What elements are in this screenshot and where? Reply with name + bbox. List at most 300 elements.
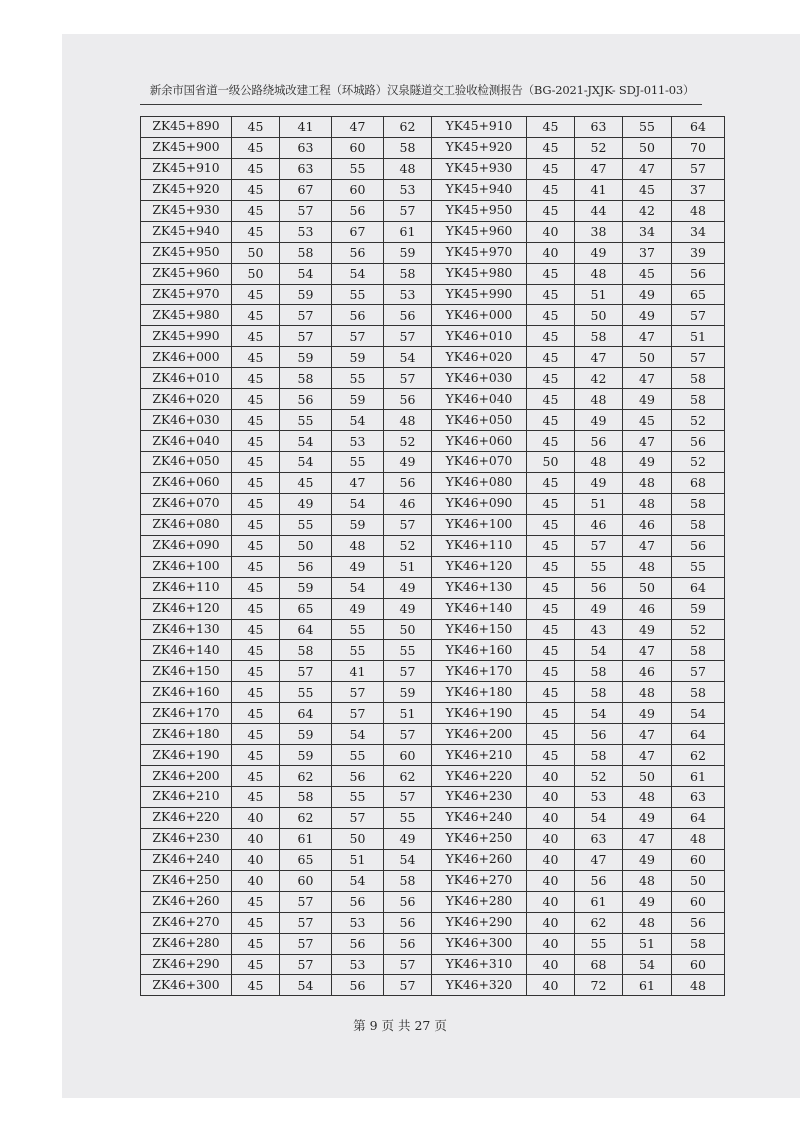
table-cell-right-value-3: 65 — [672, 284, 725, 305]
table-cell-right-value-3: 58 — [672, 368, 725, 389]
table-cell-left-design-value: 45 — [232, 493, 280, 514]
table-cell-right-design-value: 45 — [527, 619, 575, 640]
table-cell-left-value-2: 54 — [332, 870, 384, 891]
table-cell-right-value-1: 63 — [575, 828, 623, 849]
table-cell-left-station: ZK46+210 — [141, 787, 232, 808]
table-cell-left-value-2: 59 — [332, 389, 384, 410]
table-cell-right-value-1: 58 — [575, 682, 623, 703]
table-cell-right-value-2: 47 — [623, 431, 672, 452]
table-cell-right-value-2: 49 — [623, 389, 672, 410]
table-cell-right-value-3: 70 — [672, 137, 725, 158]
table-cell-left-value-1: 57 — [280, 661, 332, 682]
table-cell-left-station: ZK45+910 — [141, 158, 232, 179]
table-cell-right-value-3: 62 — [672, 745, 725, 766]
table-cell-right-station: YK46+120 — [432, 556, 527, 577]
table-cell-left-station: ZK45+970 — [141, 284, 232, 305]
table-cell-left-design-value: 40 — [232, 870, 280, 891]
table-row — [141, 766, 725, 787]
table-cell-right-station: YK46+150 — [432, 619, 527, 640]
table-cell-left-value-3: 58 — [384, 870, 432, 891]
table-cell-left-value-3: 57 — [384, 368, 432, 389]
page-number: 第 9 页 共 27 页 — [353, 1018, 447, 1033]
table-cell-right-station: YK46+070 — [432, 452, 527, 473]
table-row — [141, 410, 725, 431]
table-cell-right-value-2: 48 — [623, 870, 672, 891]
table-cell-left-station: ZK46+270 — [141, 912, 232, 933]
table-cell-left-design-value: 45 — [232, 933, 280, 954]
table-cell-left-station: ZK46+110 — [141, 577, 232, 598]
table-cell-right-station: YK46+290 — [432, 912, 527, 933]
table-cell-right-station: YK45+960 — [432, 221, 527, 242]
table-cell-left-station: ZK46+180 — [141, 724, 232, 745]
table-cell-left-design-value: 45 — [232, 179, 280, 200]
table-cell-right-station: YK46+060 — [432, 431, 527, 452]
table-cell-right-design-value: 45 — [527, 493, 575, 514]
table-cell-right-value-1: 49 — [575, 410, 623, 431]
table-cell-left-value-3: 51 — [384, 703, 432, 724]
table-cell-right-value-2: 50 — [623, 766, 672, 787]
table-cell-left-value-1: 59 — [280, 347, 332, 368]
table-cell-right-value-2: 45 — [623, 179, 672, 200]
table-cell-left-design-value: 45 — [232, 117, 280, 138]
table-cell-left-value-3: 55 — [384, 640, 432, 661]
table-cell-right-value-2: 47 — [623, 828, 672, 849]
table-row — [141, 263, 725, 284]
table-cell-right-value-2: 49 — [623, 284, 672, 305]
table-cell-left-design-value: 45 — [232, 787, 280, 808]
table-cell-left-value-3: 57 — [384, 787, 432, 808]
table-cell-right-value-3: 59 — [672, 598, 725, 619]
table-cell-left-value-2: 56 — [332, 975, 384, 996]
table-cell-left-station: ZK46+260 — [141, 891, 232, 912]
table-cell-left-value-1: 59 — [280, 577, 332, 598]
table-cell-left-value-3: 53 — [384, 284, 432, 305]
table-cell-right-value-1: 56 — [575, 870, 623, 891]
table-row — [141, 284, 725, 305]
table-cell-left-station: ZK46+090 — [141, 535, 232, 556]
table-cell-right-station: YK45+950 — [432, 200, 527, 221]
table-cell-right-value-2: 54 — [623, 954, 672, 975]
table-cell-left-value-3: 57 — [384, 514, 432, 535]
table-cell-left-value-1: 57 — [280, 912, 332, 933]
table-cell-left-value-2: 56 — [332, 933, 384, 954]
table-cell-right-station: YK45+930 — [432, 158, 527, 179]
table-row — [141, 640, 725, 661]
table-cell-left-design-value: 45 — [232, 284, 280, 305]
table-cell-left-station: ZK45+920 — [141, 179, 232, 200]
table-cell-right-design-value: 45 — [527, 472, 575, 493]
table-cell-left-value-3: 62 — [384, 117, 432, 138]
table-cell-right-station: YK46+020 — [432, 347, 527, 368]
table-row — [141, 828, 725, 849]
table-cell-left-design-value: 45 — [232, 912, 280, 933]
table-cell-right-value-1: 55 — [575, 556, 623, 577]
table-cell-right-value-2: 49 — [623, 619, 672, 640]
table-cell-right-value-2: 48 — [623, 682, 672, 703]
table-cell-left-value-3: 57 — [384, 954, 432, 975]
table-cell-left-value-3: 49 — [384, 598, 432, 619]
table-cell-right-value-3: 61 — [672, 766, 725, 787]
table-cell-right-value-2: 49 — [623, 452, 672, 473]
table-cell-right-value-2: 47 — [623, 158, 672, 179]
table-cell-right-value-1: 49 — [575, 242, 623, 263]
table-cell-right-value-3: 58 — [672, 682, 725, 703]
table-cell-right-design-value: 45 — [527, 556, 575, 577]
table-cell-left-value-3: 48 — [384, 410, 432, 431]
table-cell-right-value-1: 50 — [575, 305, 623, 326]
table-cell-left-value-3: 51 — [384, 556, 432, 577]
table-cell-right-value-3: 57 — [672, 661, 725, 682]
table-cell-left-value-3: 54 — [384, 849, 432, 870]
table-cell-right-design-value: 45 — [527, 640, 575, 661]
table-cell-left-value-2: 56 — [332, 305, 384, 326]
table-cell-right-value-3: 57 — [672, 305, 725, 326]
table-cell-left-station: ZK45+950 — [141, 242, 232, 263]
table-cell-left-value-3: 57 — [384, 326, 432, 347]
table-cell-right-station: YK46+180 — [432, 682, 527, 703]
table-cell-left-value-3: 62 — [384, 766, 432, 787]
table-row — [141, 117, 725, 138]
table-cell-right-value-2: 46 — [623, 661, 672, 682]
table-cell-left-station: ZK46+250 — [141, 870, 232, 891]
table-cell-right-station: YK45+970 — [432, 242, 527, 263]
table-cell-left-value-1: 55 — [280, 514, 332, 535]
table-cell-right-station: YK46+090 — [432, 493, 527, 514]
table-cell-right-value-3: 64 — [672, 807, 725, 828]
table-cell-left-value-1: 59 — [280, 745, 332, 766]
table-cell-left-value-2: 55 — [332, 619, 384, 640]
table-cell-right-station: YK46+110 — [432, 535, 527, 556]
table-row — [141, 535, 725, 556]
table-cell-right-value-1: 47 — [575, 347, 623, 368]
table-cell-right-value-1: 48 — [575, 389, 623, 410]
table-cell-right-value-2: 47 — [623, 535, 672, 556]
table-cell-right-design-value: 40 — [527, 828, 575, 849]
table-cell-left-value-2: 67 — [332, 221, 384, 242]
table-cell-right-value-1: 38 — [575, 221, 623, 242]
table-row — [141, 556, 725, 577]
table-cell-left-design-value: 40 — [232, 849, 280, 870]
table-cell-left-value-2: 53 — [332, 954, 384, 975]
table-cell-left-design-value: 45 — [232, 452, 280, 473]
table-cell-right-station: YK46+280 — [432, 891, 527, 912]
table-cell-left-value-1: 65 — [280, 849, 332, 870]
table-cell-right-station: YK46+040 — [432, 389, 527, 410]
table-cell-right-value-1: 56 — [575, 724, 623, 745]
table-cell-left-value-3: 55 — [384, 807, 432, 828]
table-cell-left-value-1: 49 — [280, 493, 332, 514]
table-cell-left-value-1: 55 — [280, 410, 332, 431]
table-cell-left-station: ZK46+050 — [141, 452, 232, 473]
table-cell-left-value-1: 62 — [280, 807, 332, 828]
table-cell-left-value-2: 57 — [332, 682, 384, 703]
table-cell-right-value-2: 49 — [623, 305, 672, 326]
table-cell-left-value-1: 57 — [280, 933, 332, 954]
table-cell-right-design-value: 40 — [527, 975, 575, 996]
table-cell-right-value-1: 54 — [575, 703, 623, 724]
table-cell-left-value-1: 45 — [280, 472, 332, 493]
table-cell-left-value-3: 53 — [384, 179, 432, 200]
table-cell-right-value-2: 49 — [623, 807, 672, 828]
table-cell-right-design-value: 40 — [527, 891, 575, 912]
table-cell-right-design-value: 40 — [527, 787, 575, 808]
table-row — [141, 912, 725, 933]
table-body — [141, 117, 725, 996]
table-cell-right-value-1: 68 — [575, 954, 623, 975]
table-cell-right-design-value: 40 — [527, 912, 575, 933]
table-row — [141, 975, 725, 996]
table-cell-right-value-3: 68 — [672, 472, 725, 493]
table-cell-left-station: ZK46+290 — [141, 954, 232, 975]
table-cell-right-value-2: 50 — [623, 577, 672, 598]
table-cell-right-value-3: 51 — [672, 326, 725, 347]
table-cell-left-design-value: 45 — [232, 200, 280, 221]
table-cell-left-value-3: 57 — [384, 724, 432, 745]
table-cell-left-station: ZK46+190 — [141, 745, 232, 766]
table-cell-left-design-value: 45 — [232, 682, 280, 703]
table-cell-left-design-value: 40 — [232, 828, 280, 849]
table-cell-right-design-value: 45 — [527, 158, 575, 179]
table-cell-left-station: ZK46+060 — [141, 472, 232, 493]
table-cell-right-design-value: 40 — [527, 849, 575, 870]
table-cell-right-value-2: 49 — [623, 703, 672, 724]
table-cell-right-station: YK46+230 — [432, 787, 527, 808]
table-cell-right-station: YK46+220 — [432, 766, 527, 787]
table-cell-left-value-2: 48 — [332, 535, 384, 556]
table-row — [141, 158, 725, 179]
table-cell-right-value-1: 62 — [575, 912, 623, 933]
table-cell-right-value-2: 61 — [623, 975, 672, 996]
table-cell-right-value-1: 52 — [575, 137, 623, 158]
table-cell-left-design-value: 45 — [232, 954, 280, 975]
table-cell-right-value-1: 55 — [575, 933, 623, 954]
table-cell-left-design-value: 45 — [232, 556, 280, 577]
table-row — [141, 954, 725, 975]
table-cell-right-value-1: 48 — [575, 452, 623, 473]
table-row — [141, 472, 725, 493]
table-cell-left-value-1: 53 — [280, 221, 332, 242]
table-cell-left-value-2: 47 — [332, 472, 384, 493]
table-cell-left-value-3: 49 — [384, 577, 432, 598]
table-cell-left-value-2: 54 — [332, 410, 384, 431]
table-cell-right-value-3: 52 — [672, 452, 725, 473]
table-cell-left-design-value: 45 — [232, 514, 280, 535]
table-cell-left-design-value: 40 — [232, 807, 280, 828]
table-cell-right-value-3: 52 — [672, 619, 725, 640]
table-cell-left-value-2: 55 — [332, 787, 384, 808]
table-cell-right-value-3: 56 — [672, 912, 725, 933]
table-cell-right-design-value: 45 — [527, 745, 575, 766]
table-cell-left-value-1: 58 — [280, 787, 332, 808]
table-cell-right-design-value: 45 — [527, 389, 575, 410]
table-cell-left-design-value: 45 — [232, 766, 280, 787]
table-cell-right-design-value: 45 — [527, 661, 575, 682]
table-cell-left-value-2: 55 — [332, 368, 384, 389]
table-cell-left-design-value: 45 — [232, 305, 280, 326]
table-cell-left-station: ZK46+000 — [141, 347, 232, 368]
table-row — [141, 745, 725, 766]
table-cell-right-value-1: 54 — [575, 807, 623, 828]
table-cell-right-value-1: 52 — [575, 766, 623, 787]
table-cell-left-value-3: 59 — [384, 682, 432, 703]
table-cell-right-value-3: 57 — [672, 158, 725, 179]
table-cell-left-value-3: 56 — [384, 891, 432, 912]
table-cell-right-value-1: 46 — [575, 514, 623, 535]
table-cell-right-station: YK46+270 — [432, 870, 527, 891]
table-cell-right-value-2: 34 — [623, 221, 672, 242]
table-cell-right-design-value: 45 — [527, 703, 575, 724]
table-row — [141, 242, 725, 263]
table-cell-left-value-1: 59 — [280, 284, 332, 305]
table-cell-right-value-2: 47 — [623, 326, 672, 347]
table-row — [141, 682, 725, 703]
table-cell-left-value-2: 55 — [332, 284, 384, 305]
table-cell-left-station: ZK45+890 — [141, 117, 232, 138]
table-row — [141, 514, 725, 535]
table-row — [141, 577, 725, 598]
table-cell-right-value-3: 55 — [672, 556, 725, 577]
table-cell-left-design-value: 45 — [232, 577, 280, 598]
table-cell-right-value-1: 41 — [575, 179, 623, 200]
table-cell-left-design-value: 45 — [232, 598, 280, 619]
table-cell-left-value-1: 56 — [280, 389, 332, 410]
table-cell-right-value-2: 48 — [623, 472, 672, 493]
table-cell-right-design-value: 45 — [527, 326, 575, 347]
table-cell-left-value-2: 59 — [332, 514, 384, 535]
table-cell-left-value-3: 52 — [384, 431, 432, 452]
table-cell-right-value-2: 37 — [623, 242, 672, 263]
table-cell-left-value-1: 63 — [280, 158, 332, 179]
table-cell-left-station: ZK45+930 — [141, 200, 232, 221]
table-cell-left-value-1: 67 — [280, 179, 332, 200]
table-cell-right-design-value: 45 — [527, 284, 575, 305]
table-cell-left-value-1: 60 — [280, 870, 332, 891]
table-cell-right-design-value: 45 — [527, 137, 575, 158]
table-cell-left-value-1: 61 — [280, 828, 332, 849]
table-cell-left-station: ZK46+160 — [141, 682, 232, 703]
table-cell-left-design-value: 45 — [232, 347, 280, 368]
table-cell-left-value-3: 58 — [384, 137, 432, 158]
table-cell-left-value-3: 54 — [384, 347, 432, 368]
table-cell-right-station: YK45+990 — [432, 284, 527, 305]
table-cell-left-design-value: 50 — [232, 263, 280, 284]
table-cell-left-value-1: 54 — [280, 452, 332, 473]
header-divider — [140, 104, 702, 105]
table-row — [141, 891, 725, 912]
table-cell-left-value-1: 50 — [280, 535, 332, 556]
table-cell-left-value-2: 54 — [332, 493, 384, 514]
table-cell-right-value-2: 46 — [623, 598, 672, 619]
table-cell-left-value-2: 55 — [332, 640, 384, 661]
table-row — [141, 452, 725, 473]
table-cell-right-value-3: 50 — [672, 870, 725, 891]
table-cell-left-station: ZK46+010 — [141, 368, 232, 389]
table-row — [141, 619, 725, 640]
table-cell-left-value-3: 56 — [384, 933, 432, 954]
table-cell-left-station: ZK45+990 — [141, 326, 232, 347]
table-row — [141, 200, 725, 221]
table-cell-right-design-value: 40 — [527, 766, 575, 787]
table-cell-left-value-3: 56 — [384, 472, 432, 493]
table-cell-left-design-value: 45 — [232, 472, 280, 493]
table-cell-right-value-3: 54 — [672, 703, 725, 724]
table-cell-right-value-3: 57 — [672, 347, 725, 368]
table-row — [141, 661, 725, 682]
table-cell-right-value-2: 50 — [623, 137, 672, 158]
table-cell-right-station: YK46+170 — [432, 661, 527, 682]
table-cell-left-value-1: 64 — [280, 619, 332, 640]
table-cell-right-value-3: 60 — [672, 849, 725, 870]
table-cell-left-value-2: 59 — [332, 347, 384, 368]
table-cell-right-value-3: 56 — [672, 535, 725, 556]
table-cell-right-value-1: 49 — [575, 472, 623, 493]
table-cell-left-value-3: 57 — [384, 200, 432, 221]
table-cell-left-value-1: 54 — [280, 975, 332, 996]
table-cell-right-design-value: 45 — [527, 263, 575, 284]
table-cell-right-station: YK46+030 — [432, 368, 527, 389]
table-cell-left-value-1: 54 — [280, 263, 332, 284]
table-cell-left-value-1: 57 — [280, 305, 332, 326]
table-cell-left-value-1: 63 — [280, 137, 332, 158]
table-cell-right-station: YK46+080 — [432, 472, 527, 493]
table-cell-left-station: ZK46+120 — [141, 598, 232, 619]
table-cell-right-value-3: 48 — [672, 828, 725, 849]
table-cell-left-value-1: 64 — [280, 703, 332, 724]
table-cell-right-value-3: 64 — [672, 117, 725, 138]
table-cell-right-value-3: 58 — [672, 640, 725, 661]
table-cell-left-value-2: 53 — [332, 912, 384, 933]
table-cell-left-value-2: 51 — [332, 849, 384, 870]
table-cell-right-value-2: 47 — [623, 368, 672, 389]
table-cell-left-design-value: 45 — [232, 703, 280, 724]
table-cell-left-design-value: 45 — [232, 975, 280, 996]
table-cell-left-design-value: 50 — [232, 242, 280, 263]
table-row — [141, 179, 725, 200]
table-cell-right-design-value: 45 — [527, 117, 575, 138]
table-cell-right-design-value: 50 — [527, 452, 575, 473]
table-cell-right-design-value: 40 — [527, 933, 575, 954]
table-cell-right-station: YK45+980 — [432, 263, 527, 284]
table-cell-right-design-value: 45 — [527, 347, 575, 368]
table-cell-right-design-value: 40 — [527, 221, 575, 242]
table-cell-right-value-3: 60 — [672, 891, 725, 912]
table-cell-left-station: ZK46+150 — [141, 661, 232, 682]
table-cell-right-value-2: 51 — [623, 933, 672, 954]
table-row — [141, 305, 725, 326]
table-cell-left-station: ZK45+940 — [141, 221, 232, 242]
table-cell-left-value-2: 41 — [332, 661, 384, 682]
table-cell-left-station: ZK45+960 — [141, 263, 232, 284]
table-cell-right-value-1: 58 — [575, 745, 623, 766]
table-cell-left-value-3: 60 — [384, 745, 432, 766]
table-cell-left-value-3: 48 — [384, 158, 432, 179]
table-cell-right-value-1: 43 — [575, 619, 623, 640]
table-cell-right-design-value: 45 — [527, 577, 575, 598]
table-cell-left-value-1: 56 — [280, 556, 332, 577]
table-cell-left-station: ZK46+230 — [141, 828, 232, 849]
table-cell-right-value-1: 56 — [575, 577, 623, 598]
table-row — [141, 137, 725, 158]
table-cell-left-value-2: 54 — [332, 724, 384, 745]
table-cell-left-value-2: 56 — [332, 242, 384, 263]
table-cell-right-value-2: 49 — [623, 849, 672, 870]
table-cell-right-value-1: 61 — [575, 891, 623, 912]
table-cell-right-value-2: 46 — [623, 514, 672, 535]
table-cell-left-station: ZK46+200 — [141, 766, 232, 787]
table-cell-left-design-value: 45 — [232, 661, 280, 682]
table-row — [141, 221, 725, 242]
table-row — [141, 598, 725, 619]
